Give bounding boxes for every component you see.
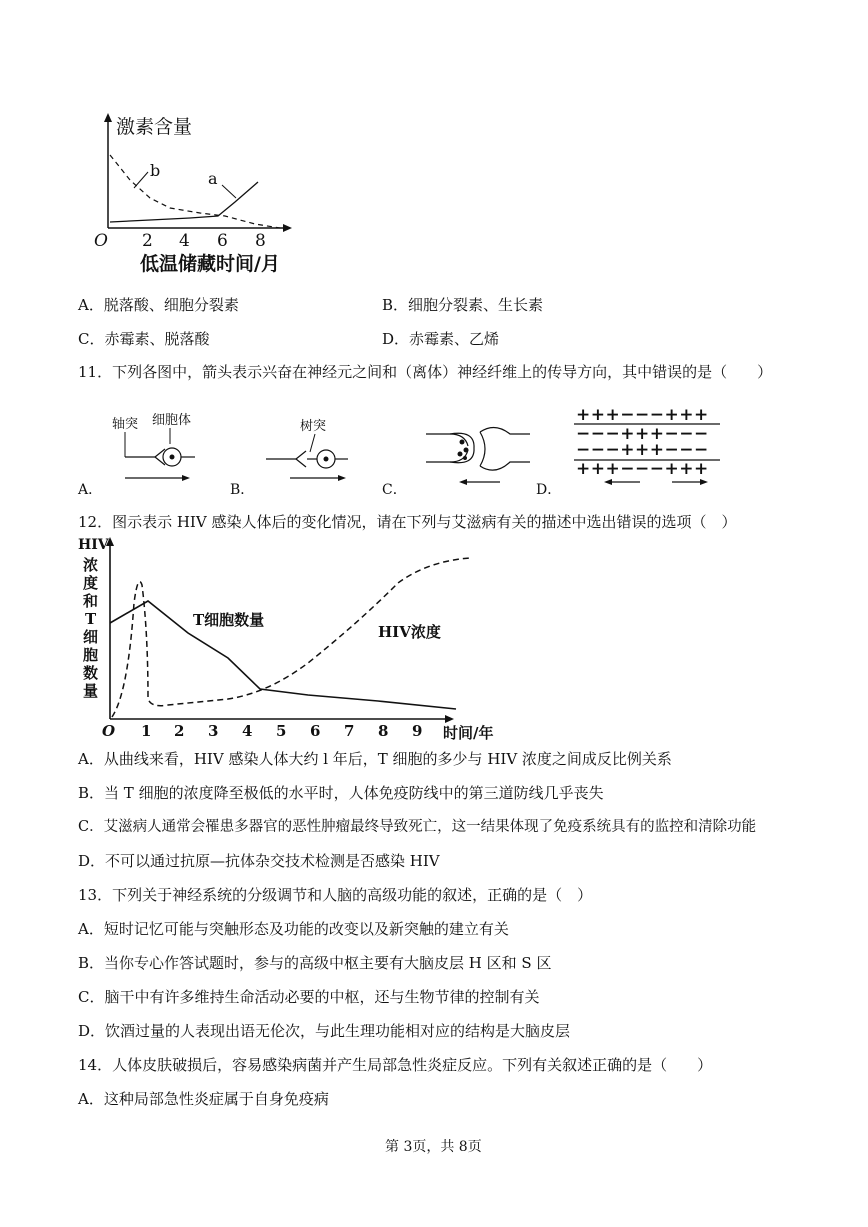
q11-option-d[interactable]: D． [536,482,562,498]
c-arrow-head [459,479,467,485]
hiv-x-tick-6: 6 [310,722,321,740]
hiv-x-tick-7: 7 [344,722,355,740]
d-arrow-right-head [700,479,708,485]
hiv-x-tick-5: 5 [276,722,287,740]
q13-option-a[interactable]: A．短时记忆可能与突触形态及功能的改变以及新突触的建立有关 [78,920,509,938]
d-charges-row2: −−−+++−−− [576,424,709,444]
y-axis-label: 激素含量 [116,116,193,138]
b-dendrite-pointer [310,434,315,452]
q11-stem: 11．下列各图中，箭头表示兴奋在神经元之间和（离体）神经纤维上的传导方向，其中错误的是（ ） [78,363,773,381]
q11-option-c[interactable]: C． [382,482,407,498]
hiv-y-label-c2: 和 [83,592,99,610]
x-tick-4: 4 [179,231,190,251]
hiv-x-axis-label: 时间/年 [443,724,494,742]
hiv-figure [78,533,498,748]
hiv-x-tick-3: 3 [208,722,219,740]
x-tick-8: 8 [255,231,266,251]
hiv-y-label-c4: 细 [83,628,99,646]
hiv-x-tick-1: 1 [141,722,152,740]
q11-figures [70,402,810,502]
c-postsynaptic [480,427,530,470]
dendrite-label: 树突 [300,419,327,434]
q13-stem: 13．下列关于神经系统的分级调节和人脑的高级功能的叙述，正确的是（ ） [78,886,593,904]
q12-option-c[interactable]: C．艾滋病人通常会罹患多器官的恶性肿瘤最终导致死亡，这一结果体现了免疫系统具有的监控和清除功能 [78,819,757,835]
q14-stem: 14．人体皮肤破损后，容易感染病菌并产生局部急性炎症反应。下列有关叙述正确的是（ ） [78,1056,713,1074]
label-b-leader [134,172,148,188]
q13-option-d[interactable]: D．饮酒过量的人表现出语无伦次，与此生理功能相对应的结构是大脑皮层 [78,1022,571,1040]
page-footer: 第 3页，共 8页 [385,1139,482,1155]
label-b: b [150,161,161,180]
hiv-x-tick-9: 9 [412,722,423,740]
c-vesicle-2 [464,448,469,453]
q11-option-b[interactable]: B． [230,482,255,498]
y-axis-arrow [104,113,112,122]
hiv-x-tick-4: 4 [242,722,253,740]
b-nucleus [324,457,329,462]
d-charges-row4: +++−−−+++ [576,459,709,479]
q10-option-c[interactable]: C．赤霉素、脱落酸 [78,330,210,348]
q13-option-c[interactable]: C．脑干中有许多维持生命活动必要的中枢，还与生物节律的控制有关 [78,988,540,1006]
c-vesicle-3 [458,452,463,457]
hiv-y-label-c5: 胞 [83,646,99,664]
label-a-leader [222,185,236,198]
b-fork-top [296,451,306,459]
q12-option-d[interactable]: D．不可以通过抗原—抗体杂交技术检测是否感染 HIV [78,852,440,870]
x-tick-6: 6 [217,231,228,251]
hiv-x-tick-8: 8 [378,722,389,740]
hormone-storage-figure [90,110,310,280]
q10-option-d[interactable]: D．赤霉素、乙烯 [382,330,500,348]
q13-option-b[interactable]: B．当你专心作答试题时，参与的高级中枢主要有大脑皮层 H 区和 S 区 [78,954,552,972]
c-vesicle-4 [463,456,467,460]
hiv-y-label-c6: 数 [83,664,99,682]
x-axis-arrow [283,224,292,232]
hiv-origin: O [102,722,116,740]
hiv-y-label-c0: 浓 [83,556,99,574]
d-charges-row1: +++−−−+++ [576,405,709,425]
series-hiv-label: HIV浓度 [378,623,441,641]
b-fork-bottom [296,459,306,467]
hiv-y-label-c7: 量 [83,682,99,700]
q11-option-a[interactable]: A． [78,482,103,498]
hiv-x-axis-arrow [445,715,454,723]
q10-option-b[interactable]: B．细胞分裂素、生长素 [382,296,544,314]
hiv-y-label-hiv: HIV [78,537,109,553]
x-tick-2: 2 [142,231,153,251]
q14-option-a[interactable]: A．这种局部急性炎症属于自身免疫病 [78,1090,329,1108]
curve-a [110,182,258,222]
label-a: a [208,169,218,188]
c-presynaptic [426,434,468,462]
soma-label-a: 细胞体 [152,413,192,428]
a-nucleus [170,455,175,460]
q12-stem: 12．图示表示 HIV 感染人体后的变化情况，请在下列与艾滋病有关的描述中选出错误的选项（ ） [78,513,737,531]
q12-option-a[interactable]: A．从曲线来看，HIV 感染人体大约 l 年后，T 细胞的多少与 HIV 浓度之间成反比例关系 [78,750,672,768]
axon-label: 轴突 [112,417,139,432]
t-cell-curve [110,601,456,709]
d-charges-row3: −−−+++−−− [576,440,709,460]
b-arrow-head [338,475,346,481]
hiv-y-label-c3: T [85,610,97,628]
hiv-y-label-c1: 度 [83,574,99,592]
series-t-label: T细胞数量 [193,611,265,629]
origin-label: O [94,231,108,251]
a-arrow-head [182,475,190,481]
q10-option-a[interactable]: A．脱落酸、细胞分裂素 [78,296,239,314]
d-arrow-left-head [604,479,612,485]
hiv-x-tick-2: 2 [174,722,185,740]
x-axis-label: 低温储藏时间/月 [140,253,280,275]
q12-option-b[interactable]: B．当 T 细胞的浓度降至极低的水平时，人体免疫防线中的第三道防线几乎丧失 [78,784,604,802]
c-vesicle-1 [460,440,465,445]
